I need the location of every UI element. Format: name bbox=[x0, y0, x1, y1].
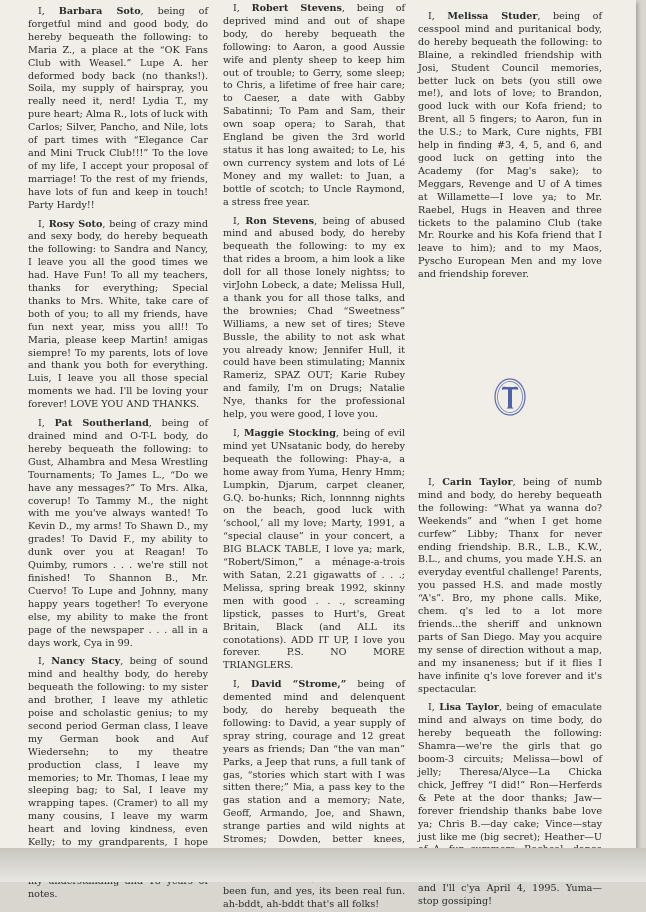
will-text: , being of cesspool mind and puritanical body, do hereby bequeath the following: to Blaine, a rekindled friendship with Josi, Student Council memories, better luck on bets (you still owe me!), and lots of love; to Brandon, good luck with our Kofa friend; to Brent, all 5 fingers; to Aaron, fun in the U.S.; to Mark, Cure nights, FBI help in finding #3, 4, 5, and 6, and good luck on getting into the Academy (for Mag's sake); to Meggars, Revenge and U of A times at Willamette—I love ya; to Mr. Raebel, Hugs in Heaven and three tickets to the palamino Club (take Mr. Rourke and his Kofa friend that I leave to him); and to my Maos, Pyscho European Men and my love and friendship forever. bbox=[418, 11, 603, 281]
student-name: Lisa Taylor bbox=[439, 702, 499, 714]
will-entry: I, Carin Taylor, being of numb mind and body, do hereby bequeath the following: “What ya wanna do? Weekends” and “when I get home curfew” Libby; Thanx for never ending friendship. B.R., L.B., K.W., B.L., and chums, you made Y.H.S. an everyday eventful challenge! Parents, you passed H.S. and made mostly “A's”. Bro, my phone calls. Mike, chem. q's led to a lot more friends...the sheriff and unknown parts of San Diego. May you acquire my sense of direction without a map, and my insaneness; but if it flies I have infinite q's love forever and it's spectacular. bbox=[418, 477, 602, 695]
column-2 bbox=[223, 3, 405, 912]
will-entry: I, Ron Stevens, being of abused mind and abused body, do hereby bequeath the following: to my ex that rides a broom, a him look a like doll for all those lonely nightss; to virJohn Lobeck, a date; Melissa Hull, a thank you for all those talks, and the brownies; Chad “Sweetness” Williams, a new set of tires; Steve Bussle, the ability to not ask what you already know; Jennifer Hull, it could have been stimulating; Mannix Rameriz, SPAZ OUT; Karie Rubey and family, I'm on Drugs; Natalie Nye, thanks for the professional help, you were good, I love you. bbox=[223, 215, 406, 421]
will-text: , being of numb mind and body, do hereby bequeath the following: “What ya wanna do? Weekends” and “when I get home curfew” Libby; Thanx for never ending friendship. B.R., L.B., K.W., B.L., and chums, you made Y.H.S. an everyday eventful challenge! Parents, you passed H.S. and made mostly “A's”. Bro, my phone calls. Mike, chem. q's led to a lot more friends...the sheriff and unknown parts of San Diego. May you acquire my sense of direction without a map, and my insaneness; but if it flies I have infinite q's love forever and it's spectacular. bbox=[418, 477, 602, 695]
will-text: being of demented mind and delenquent body, do hereby bequeath the following: to David, a year supply of spray string, courage and 12 great years as friends; Dan “the van man” Parks, a Jeep that runs, a full tank of gas, “stories which start with I was sitten there;” Mia, a pass key to the gas station and a memory; Nate, Geoff, Armando, Joe, and Shawn, strange parties and wild nights at Stromes; Dowden, better knees, been fun, and yes, its been real fun. ah-bddt, ah-bddt that's all folks! bbox=[223, 679, 406, 910]
will-text: , being of crazy mind and sexy body, do hereby bequeath the following: to Sandra and Nancy, I leave you all the good times we had. Have Fun! To all my teachers, thanks for everything; Special thanks to Mrs. White, take care of both of you; to all my friends, have fun next year, miss you all!! To Maria, please keep Martin! amigas siempre! To my parents, lots of love and thank you both for everything. Luis, I leave you all those special moments we had. I'll be loving your forever! LOVE YOU AND THANKS. bbox=[28, 218, 208, 411]
will-entry: I, Barbara Soto, being of forgetful mind and good body, do hereby bequeath the following: to Maria Z., a place at the “OK Fans Club with Weasel.” Lupe A. her deformed body back (no thanks!). Soila, my supply of hairspray, you really need it, nerd! Lydia T., my pure heart; Alma R., lots of luck with Carlos; Silver, Pancho, and Nile, lots of part times with “Elegance Car and Mini Truck Club!!!” To the love of my life, I accept your proposal of marriage! To the rest of my friends, have lots of fun and keep in touch! Party Hardy!! bbox=[28, 6, 209, 211]
student-name: Barbara Soto bbox=[58, 6, 141, 17]
will-entry: I, Melissa Studer, being of cesspool mind and puritanical body, do hereby bequeath the following: to Blaine, a rekindled friendship with Josi, Student Council memories, better luck on bets (you still owe me!), and lots of love; to Brandon, good luck with our Kofa friend; to Brent, all 5 fingers; to Aaron, fun in the U.S.; to Mark, Cure nights, FBI help in finding #3, 4, 5, and 6, and good luck on getting into the Academy (for Mag's sake); to Meggars, Revenge and U of A times at Willamette—I love ya; to Mr. Raebel, Hugs in Heaven and three tickets to the palamino Club (take Mr. Rourke and his Kofa friend that I leave to him); and to my Maos, Pyscho European Men and my love and friendship forever. bbox=[418, 11, 603, 281]
will-entry: I, Rosy Soto, being of crazy mind and sexy body, do hereby bequeath the following: to Sandra and Nancy, I leave you all the good times we had. Have Fun! To all my teachers, thanks for everything; Special thanks to Mrs. White, take care of both of you; to all my friends, have fun next year, miss you all!! To Maria, please keep Martin! amigas siempre! To my parents, lots of love and thank you both for everything. Luis, I leave you all those special moments we had. I'll be loving your forever! LOVE YOU AND THANKS. bbox=[28, 218, 208, 411]
student-name: Melissa Studer bbox=[447, 11, 538, 22]
will-text: , being of drained mind and O-T-L body, do hereby bequeath the following: to Gust, Alhambra and Mesa Wrestling Tournaments; To James L., “Do we have any messages?” To Mrs. Alka, coverup! To Tammy M., the night with me you've always wanted! To Kevin D., my arms! To Shawn D., my grades! To David F., my ability to dunk over you at Reagan! To Quimby, rumors . . . we're still not finished! To Shannon B., Mr. Cuervo! To Lupe and Johnny, many happy years together! To everyone else, my ability to make the front page of the newspaper . . . all in a days work, Cya in 99. bbox=[28, 418, 208, 649]
letter-t-emblem-icon bbox=[493, 377, 527, 417]
will-text: , being of evil mind yet UNsatanic body, do hereby bequeath the following: Phay-a, a home away from Yuma, Henry Hmm; Lumpkin, Djarum, carpet cleaner, G.Q. bo-hunks; Rich, lonnnng nights on the beach, good luck with ‘school,’ all my love; Marty, 1991, a “special clause” in your concert, a BIG BLACK TABLE, I love ya; mark, “Robert/Simon,” a ménage-a-trois with Satan, 2.21 gigawatts of . . .; Melissa, spring break 1992, skinny men with good . . ., screaming lipstick, passes to Hurt's, Great Britain, Black (and ALL its conotations). ADD IT UP, I love you forever. P.S. NO MORE TRIANGLERS. bbox=[223, 428, 406, 672]
page-bottom-edge bbox=[0, 848, 646, 882]
will-entry: I, Lisa Taylor, being of emaculate mind and always on time body, do hereby bequeath the following: Shamra—we're the girls that go boom-3 circuits; Melissa—bowl of jelly; Theresa/Alyce—La Chicka chick, Jeffrey “I did!” Ron—Herferds & Pete at the door thanks; Jaw—forever friendship thanks babe love ya; Chris B.—day cake; Vince—stay just like me (big secret); Heather—U and I'll c'ya April 4, 1995. Yuma—stop gossiping! bbox=[418, 702, 602, 908]
will-entry: I, Maggie Stocking, being of evil mind yet UNsatanic body, do hereby bequeath the following: Phay-a, a home away from Yuma, Henry Hmm; Lumpkin, Djarum, carpet cleaner, G.Q. bo-hunks; Rich, lonnnng nights on the beach, good luck with ‘school,’ all my love; Marty, 1991, a “special clause” in your concert, a BIG BLACK TABLE, I love ya; mark, “Robert/Simon,” a ménage-a-trois with Satan, 2.21 gigawatts of . . .; Melissa, spring break 1992, skinny men with good . . ., screaming lipstick, passes to Hurt's, Great Britain, Black (and ALL its conotations). ADD IT UP, I love you forever. P.S. NO MORE TRIANGLERS. bbox=[223, 428, 406, 672]
will-text: , being of emaculate mind and always on time body, do hereby bequeath the following: Shamra—we're the girls that go boom-3 circuits; Melissa—bowl of jelly; Theresa/Alyce—La Chicka chick, Jeffrey “I did!” Ron—Herferds & Pete at the door thanks; Jaw—forever friendship thanks babe love ya; Chris B.—day cake; Vince—stay just like me (big secret); Heather—U and I'll c'ya April 4, 1995. Yuma—stop gossiping! bbox=[418, 702, 602, 908]
student-name: Carin Taylor bbox=[442, 477, 513, 489]
column-3 bbox=[418, 11, 602, 909]
will-entry: I, Robert Stevens, being of deprived mind and out of shape body, do hereby bequeath the following: to Aaron, a good Aussie wife and plenty sheep to keep him out of trouble; to Gerry, some sleep; to Chris, a lifetime of free hair care; to Caeser, a date with Gabby Sabatinni; To Pam and Sam, their own soap opera; to Sarah, that England be given the 3rd world status it has long awaited; to Le, his own currency system and lots of Lé Money and my wallet: to Juan, a bottle of scotch; to Uncle Raymond, a stress free year. bbox=[223, 3, 406, 208]
will-entry: I, Pat Southerland, being of drained mind and O-T-L body, do hereby bequeath the following: to Gust, Alhambra and Mesa Wrestling Tournaments; To James L., “Do we have any messages?” To Mrs. Alka, coverup! To Tammy M., the night with me you've always wanted! To Kevin D., my arms! To Shawn D., my grades! To David F., my ability to dunk over you at Reagan! To Quimby, rumors . . . we're still not finished! To Shannon B., Mr. Cuervo! To Lupe and Johnny, many happy years together! To everyone else, my ability to make the front page of the newspaper . . . all in a days work, Cya in 99. bbox=[28, 418, 208, 649]
will-text: , being of deprived mind and out of shape body, do hereby bequeath the following: to Aaron, a good Aussie wife and plenty sheep to keep him out of trouble; to Gerry, some sleep; to Chris, a lifetime of free hair care; to Caeser, a date with Gabby Sabatinni; To Pam and Sam, their own soap opera; to Sarah, that England be given the 3rd world status it has long awaited; to Le, his own currency system and lots of Lé Money and my wallet: to Juan, a bottle of scotch; to Uncle Raymond, a stress free year. bbox=[223, 3, 406, 208]
student-name: David “Strome,” bbox=[250, 679, 347, 691]
student-name: Maggie Stocking bbox=[243, 428, 336, 439]
will-text: , being of sound mind and healthy body, do hereby bequeath the following: to my sister and brother, I leave my athletic poise and scholastic genius; to my second period German class, I leave my German book and Auf Wiedersehn; to my theatre production class, I leave my memories; to Mr. Thomas, I leae my sleeping bag; to Sal, I leave my wrapping tapes. (Cramer) to all my many cousins, I leave my warm heart and loving kindness, even Kelly; to my grandparents, I hope notes. bbox=[28, 656, 208, 900]
will-text: , being of forgetful mind and good body, do hereby bequeath the following: to Maria Z., a place at the “OK Fans Club with Weasel.” Lupe A. her deformed body back (no thanks!). Soila, my supply of hairspray, you really need it, nerd! Lydia T., my pure heart; Alma R., lots of luck with Carlos; Silver, Pancho, and Nile, lots of part times with “Elegance Car and Mini Truck Club!!!” To the love of my life, I accept your proposal of marriage! To the rest of my friends, have lots of fun and keep in touch! Party Hardy!! bbox=[28, 6, 209, 211]
will-text: , being of abused mind and abused body, do hereby bequeath the following: to my ex that rides a broom, a him look a like doll for all those lonely nightss; to virJohn Lobeck, a date; Melissa Hull, a thank you for all those talks, and the brownies; Chad “Sweetness” Williams, a new set of tires; Steve Bussle, the ability to not ask what you already know; Jennifer Hull, it could have been stimulating; Mannix Rameriz, SPAZ OUT; Karie Rubey and family, I'm on Drugs; Natalie Nye, thanks for the professional help, you were good, I love you. bbox=[223, 215, 406, 421]
student-name: Robert Stevens bbox=[251, 3, 342, 14]
will-entry: I, David “Strome,” being of demented mind and delenquent body, do hereby bequeath the following: to David, a year supply of spray string, courage and 12 great years as friends; Dan “the van man” Parks, a Jeep that runs, a full tank of gas, “stories which start with I was sitten there;” Mia, a pass key to the gas station and a memory; Nate, Geoff, Armando, Joe, and Shawn, strange parties and wild nights at Stromes; Dowden, better knees, been fun, and yes, its been real fun. ah-bddt, ah-bddt that's all folks! bbox=[223, 679, 406, 910]
column-1 bbox=[28, 6, 208, 902]
student-name: Nancy Stacy bbox=[51, 656, 121, 668]
will-entry: I, Nancy Stacy, being of sound mind and healthy body, do hereby bequeath the following: to my sister and brother, I leave my athletic poise and scholastic genius; to my second period German class, I leave my German book and Auf Wiedersehn; to my theatre production class, I leave my memories; to Mr. Thomas, I leae my sleeping bag; to Sal, I leave my wrapping tapes. (Cramer) to all my many cousins, I leave my warm heart and loving kindness, even Kelly; to my grandparents, I hope notes. bbox=[28, 656, 208, 900]
student-name: Pat Southerland bbox=[54, 418, 149, 430]
student-name: Ron Stevens bbox=[245, 215, 315, 227]
student-name: Rosy Soto bbox=[48, 218, 103, 230]
